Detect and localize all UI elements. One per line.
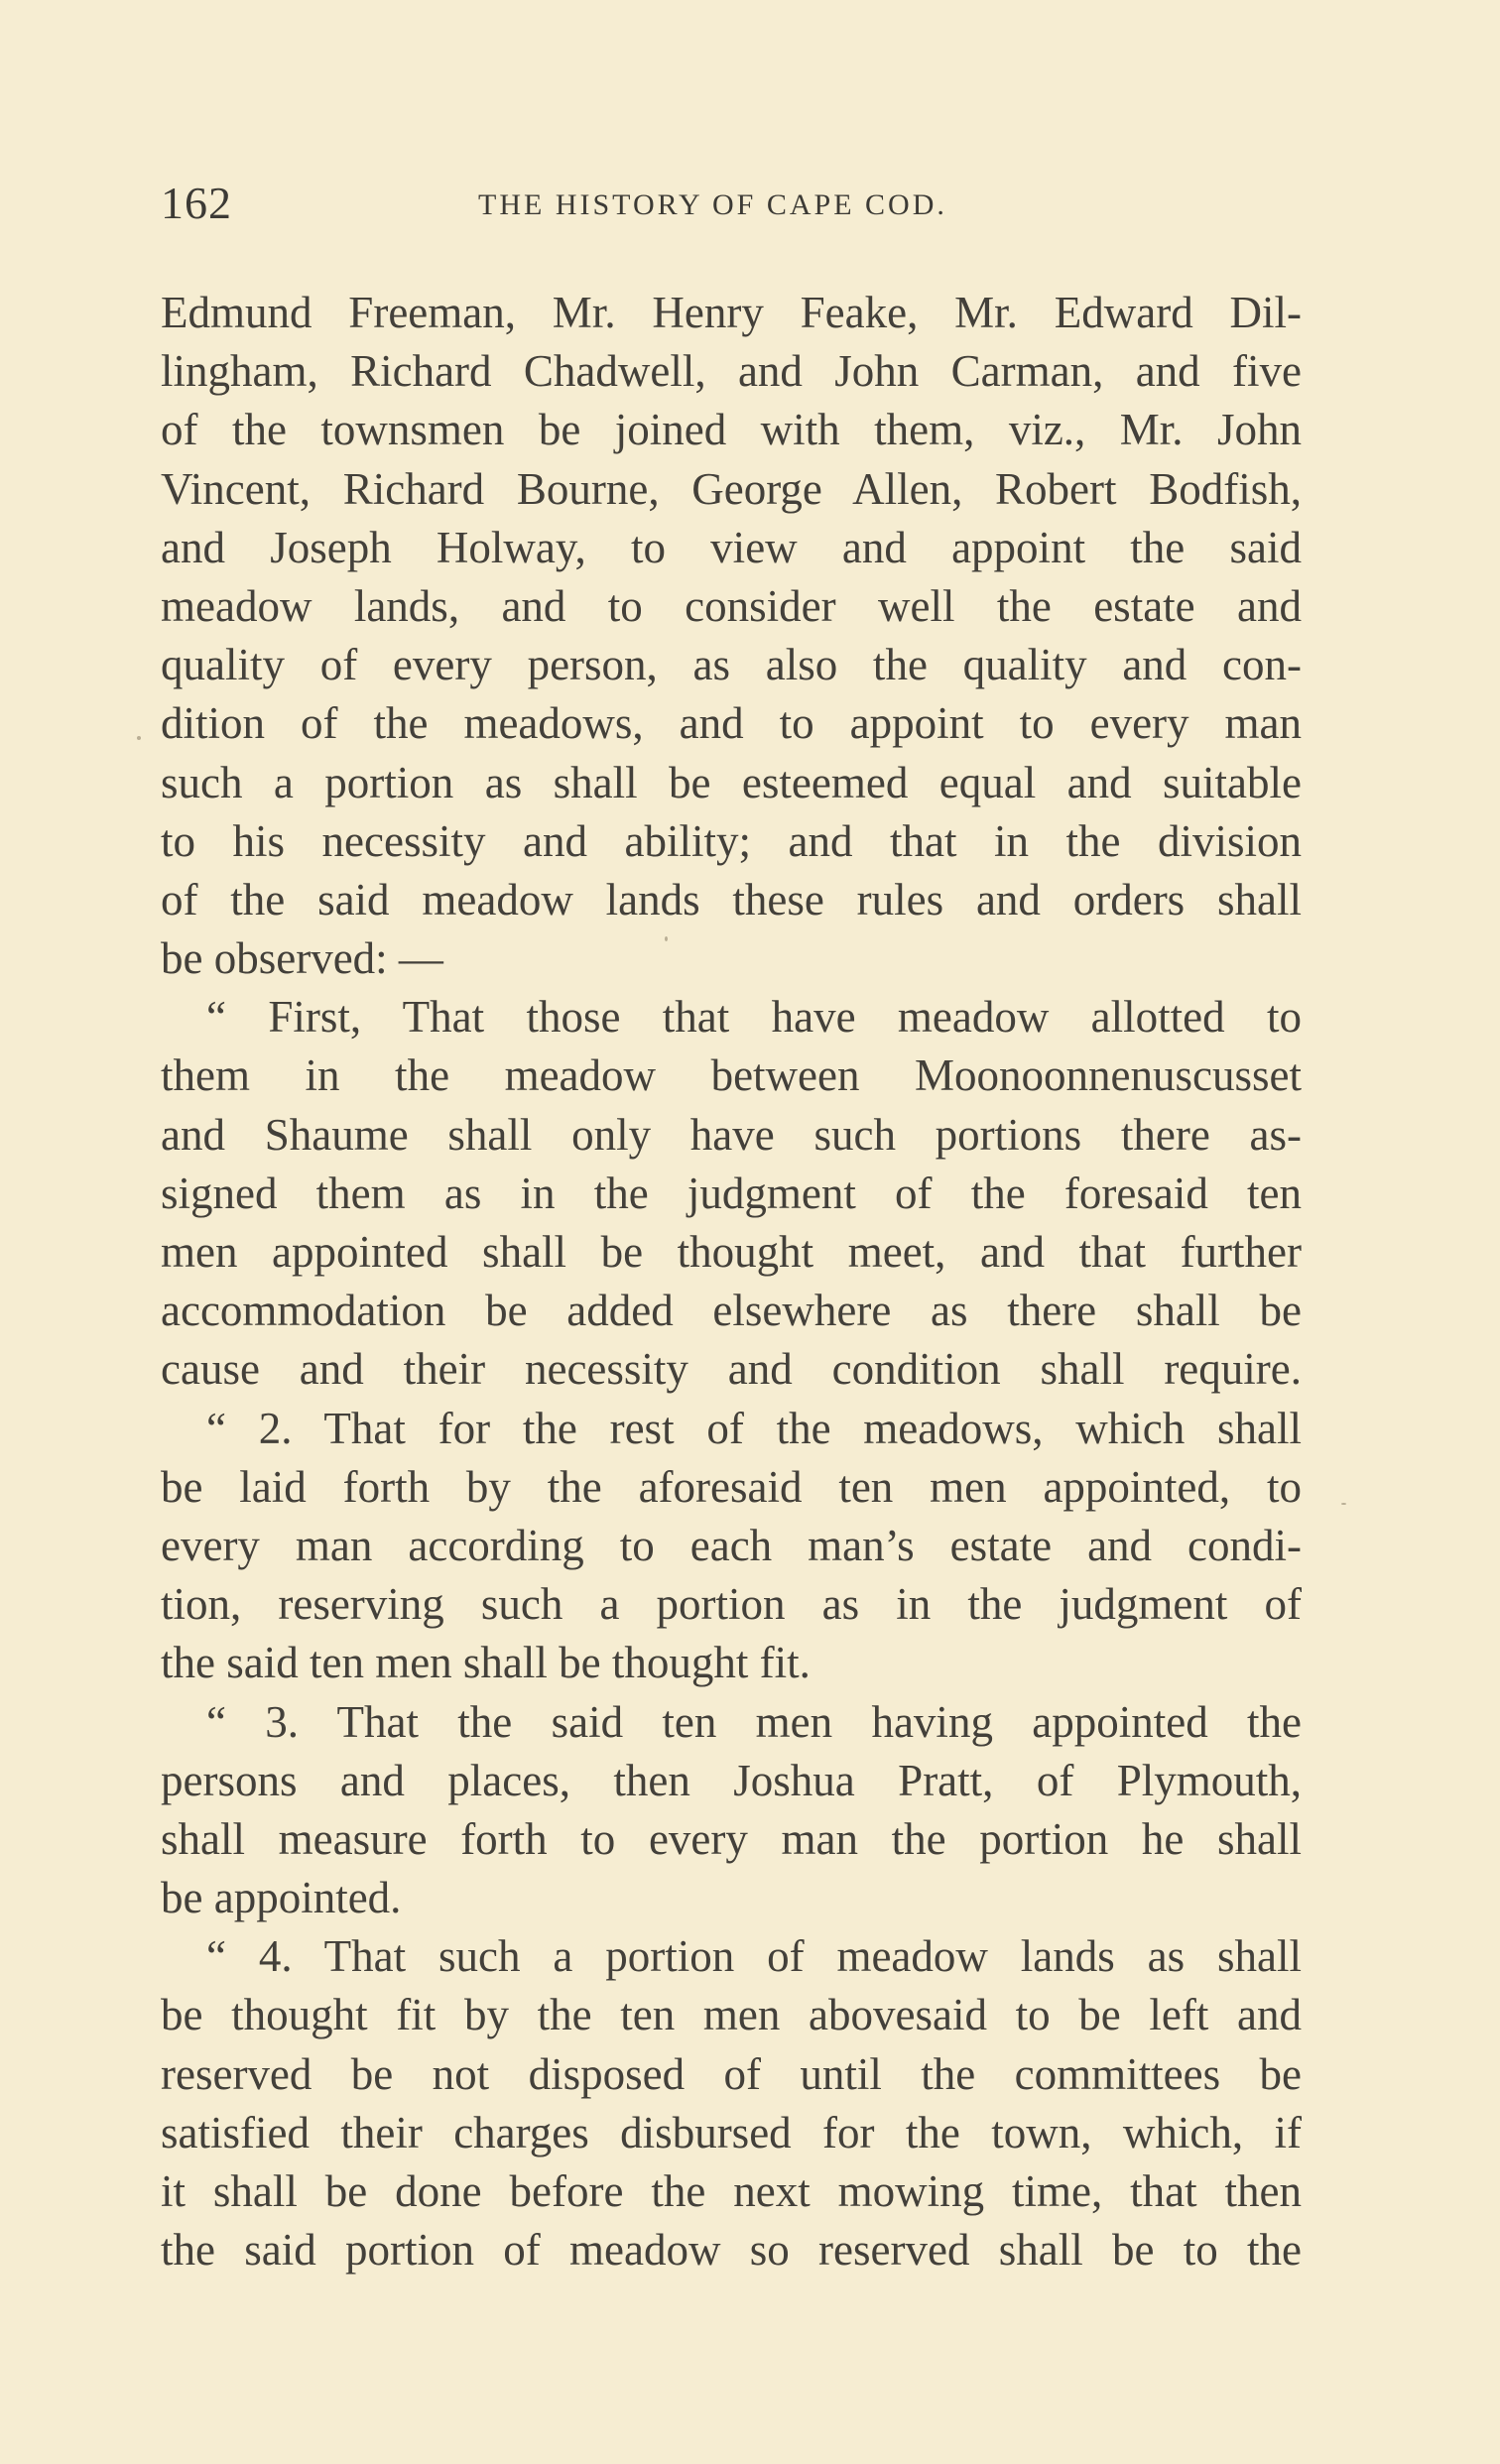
text-line: of the townsmen be joined with them, viz., Mr. John — [161, 405, 1302, 455]
page-header — [161, 177, 1302, 246]
page-number: 162 — [161, 178, 232, 228]
text-line: persons and places, then Joshua Pratt, of Plymouth, — [161, 1755, 1302, 1805]
text-line: it shall be done before the next mowing time, that then — [161, 2166, 1302, 2216]
text-line: and Joseph Holway, to view and appoint the said — [161, 522, 1302, 572]
body-text — [161, 284, 1302, 2279]
text-line: dition of the meadows, and to appoint to every man — [161, 698, 1302, 749]
text-line: be appointed. — [161, 1873, 402, 1923]
text-line: Edmund Freeman, Mr. Henry Feake, Mr. Edward Dil- — [161, 288, 1302, 337]
text-line: lingham, Richard Chadwell, and John Carman, and five — [161, 346, 1302, 397]
text-line: “ First, That those that have meadow allotted to — [206, 992, 1302, 1043]
text-line: men appointed shall be thought meet, and that further — [161, 1227, 1302, 1277]
text-line: accommodation be added elsewhere as there shall be — [161, 1286, 1302, 1336]
text-line: be laid forth by the aforesaid ten men appointed, to — [161, 1461, 1302, 1512]
text-line: satisfied their charges disbursed for the town, which, if — [161, 2107, 1302, 2157]
text-line: the said portion of meadow so reserved shall be to the — [161, 2225, 1302, 2276]
text-line: be thought fit by the ten men abovesaid to be left and — [161, 1990, 1302, 2040]
text-line: be observed: — — [161, 933, 443, 984]
text-line: shall measure forth to every man the portion he shall — [161, 1813, 1302, 1864]
text-line: “ 4. That such a portion of meadow lands as shall — [206, 1931, 1302, 1982]
paper-speck — [1341, 1503, 1346, 1505]
text-line: “ 2. That for the rest of the meadows, which shall — [206, 1403, 1302, 1453]
text-line: to his necessity and ability; and that in the division — [161, 815, 1302, 866]
text-line: and Shaume shall only have such portions there as- — [161, 1109, 1302, 1160]
text-line: of the said meadow lands these rules and orders shall — [161, 874, 1302, 924]
text-line: cause and their necessity and condition shall require. — [161, 1344, 1302, 1395]
text-line: meadow lands, and to consider well the estate and — [161, 580, 1302, 631]
running-title: THE HISTORY OF CAPE COD. — [478, 188, 947, 221]
text-line: such a portion as shall be esteemed equal and suitable — [161, 757, 1302, 807]
text-line: signed them as in the judgment of the foresaid ten — [161, 1168, 1302, 1218]
text-line: reserved be not disposed of until the committees be — [161, 2048, 1302, 2099]
paper-speck — [137, 736, 141, 740]
text-line: every man according to each man’s estate and condi- — [161, 1520, 1302, 1570]
text-line: “ 3. That the said ten men having appointed the — [206, 1696, 1302, 1747]
text-line: tion, reserving such a portion as in the judgment of — [161, 1579, 1302, 1630]
text-line: them in the meadow between Moonoonnenuscusset — [161, 1050, 1302, 1101]
text-line: Vincent, Richard Bourne, George Allen, Robert Bodfish, — [161, 463, 1302, 514]
text-line: the said ten men shall be thought fit. — [161, 1638, 811, 1688]
paper-speck — [665, 936, 668, 941]
text-line: quality of every person, as also the quality and con- — [161, 640, 1302, 690]
